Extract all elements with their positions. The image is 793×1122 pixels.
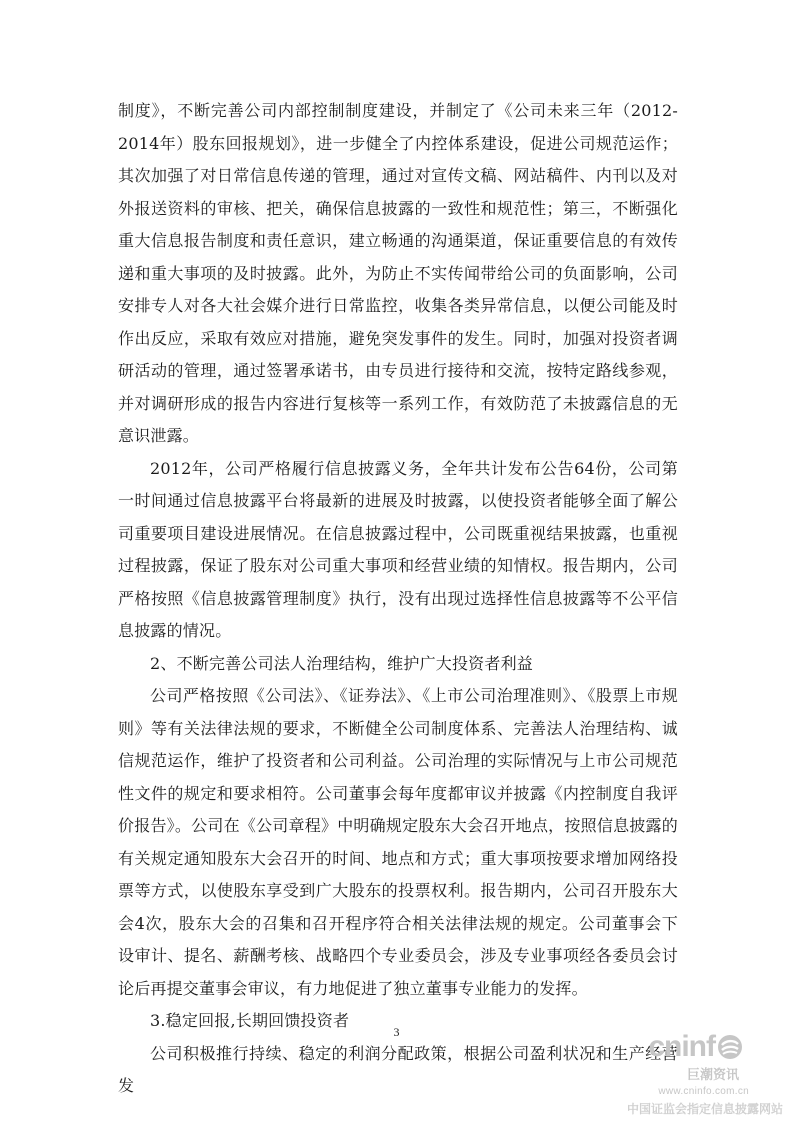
- paragraph-2: 2012年，公司严格履行信息披露义务，全年共计发布公告64份，公司第一时间通过信息披露平台将最新的进展及时披露，以使投资者能够全面了解公司重要项目建设进展情况。在信息披露过程中，公司既重视结果披露，也重视过程披露，保证了股东对公司重大事项和经营业绩的知情权。报告期内，公司严格按照《信息披露管理制度》执行，没有出现过选择性信息披露等不公平信息披露的情况。: [118, 458, 678, 640]
- cninfo-watermark: [593, 1030, 783, 1115]
- watermark-logo-text: cninf: [648, 1030, 715, 1063]
- page-number: 3: [393, 1025, 400, 1039]
- section-heading-2: 2、不断完善公司法人治理结构，维护广大投资者利益: [150, 653, 533, 673]
- section-heading-3: 3.稳定回报,长期回馈投资者: [150, 1011, 350, 1030]
- watermark-logo: [648, 1030, 743, 1064]
- paragraph-1: 制度》，不断完善公司内部控制制度建设，并制定了《公司未来三年（2012-2014年）股东回报规划》，进一步健全了内控体系建设，促进公司规范运作；其次加强了对日常信息传递的管理，通过对宣传文稿、网站稿件、内刊以及对外报送资料的审核、把关，确保信息披露的一致性和规范性；第三，不断强化重大信息报告制度和责任意识，建立畅通的沟通渠道，保证重要信息的有效传递和重大事项的及时披露。此外，为防止不实传闻带给公司的负面影响，公司安排专人对各大社会媒介进行日常监控，收集各类异常信息，以便公司能及时作出反应，采取有效应对措施，避免突发事件的发生。同时，加强对投资者调研活动的管理，通过签署承诺书，由专员进行接待和交流，按特定路线参观，并对调研形成的报告内容进行复核等一系列工作，有效防范了未披露信息的无意识泄露。: [118, 101, 678, 445]
- document-body: [118, 95, 678, 1103]
- paragraph-4: 公司积极推行持续、稳定的利润分配政策，根据公司盈利状况和生产经营发: [118, 1043, 678, 1095]
- paragraph-3: 公司严格按照《公司法》、《证券法》、《上市公司治理准则》、《股票上市规则》等有关法律法规的要求，不断健全公司制度体系、完善法人治理结构、诚信规范运作，维护了投资者和公司利益。公司治理的实际情况与上市公司规范性文件的规定和要求相符。公司董事会每年度都审议并披露《内控制度自我评价报告》。公司在《公司章程》中明确规定股东大会召开地点，按照信息披露的有关规定通知股东大会召开的时间、地点和方式；重大事项按要求增加网络投票等方式，以使股东享受到广大股东的投票权利。报告期内，公司召开股东大会4次，股东大会的召集和召开程序符合相关法律法规的规定。公司董事会下设审计、提名、薪酬考核、战略四个专业委员会，涉及专业事项经各委员会讨论后再提交董事会审议，有力地促进了独立董事专业能力的发挥。: [118, 686, 678, 998]
- watermark-url: www.cninfo.com.cn: [658, 1086, 749, 1097]
- watermark-tagline: 中国证监会指定信息披露网站: [626, 1102, 783, 1116]
- watermark-chinese-name: 巨潮资讯: [686, 1068, 739, 1083]
- cninfo-swirl-icon: [717, 1034, 743, 1060]
